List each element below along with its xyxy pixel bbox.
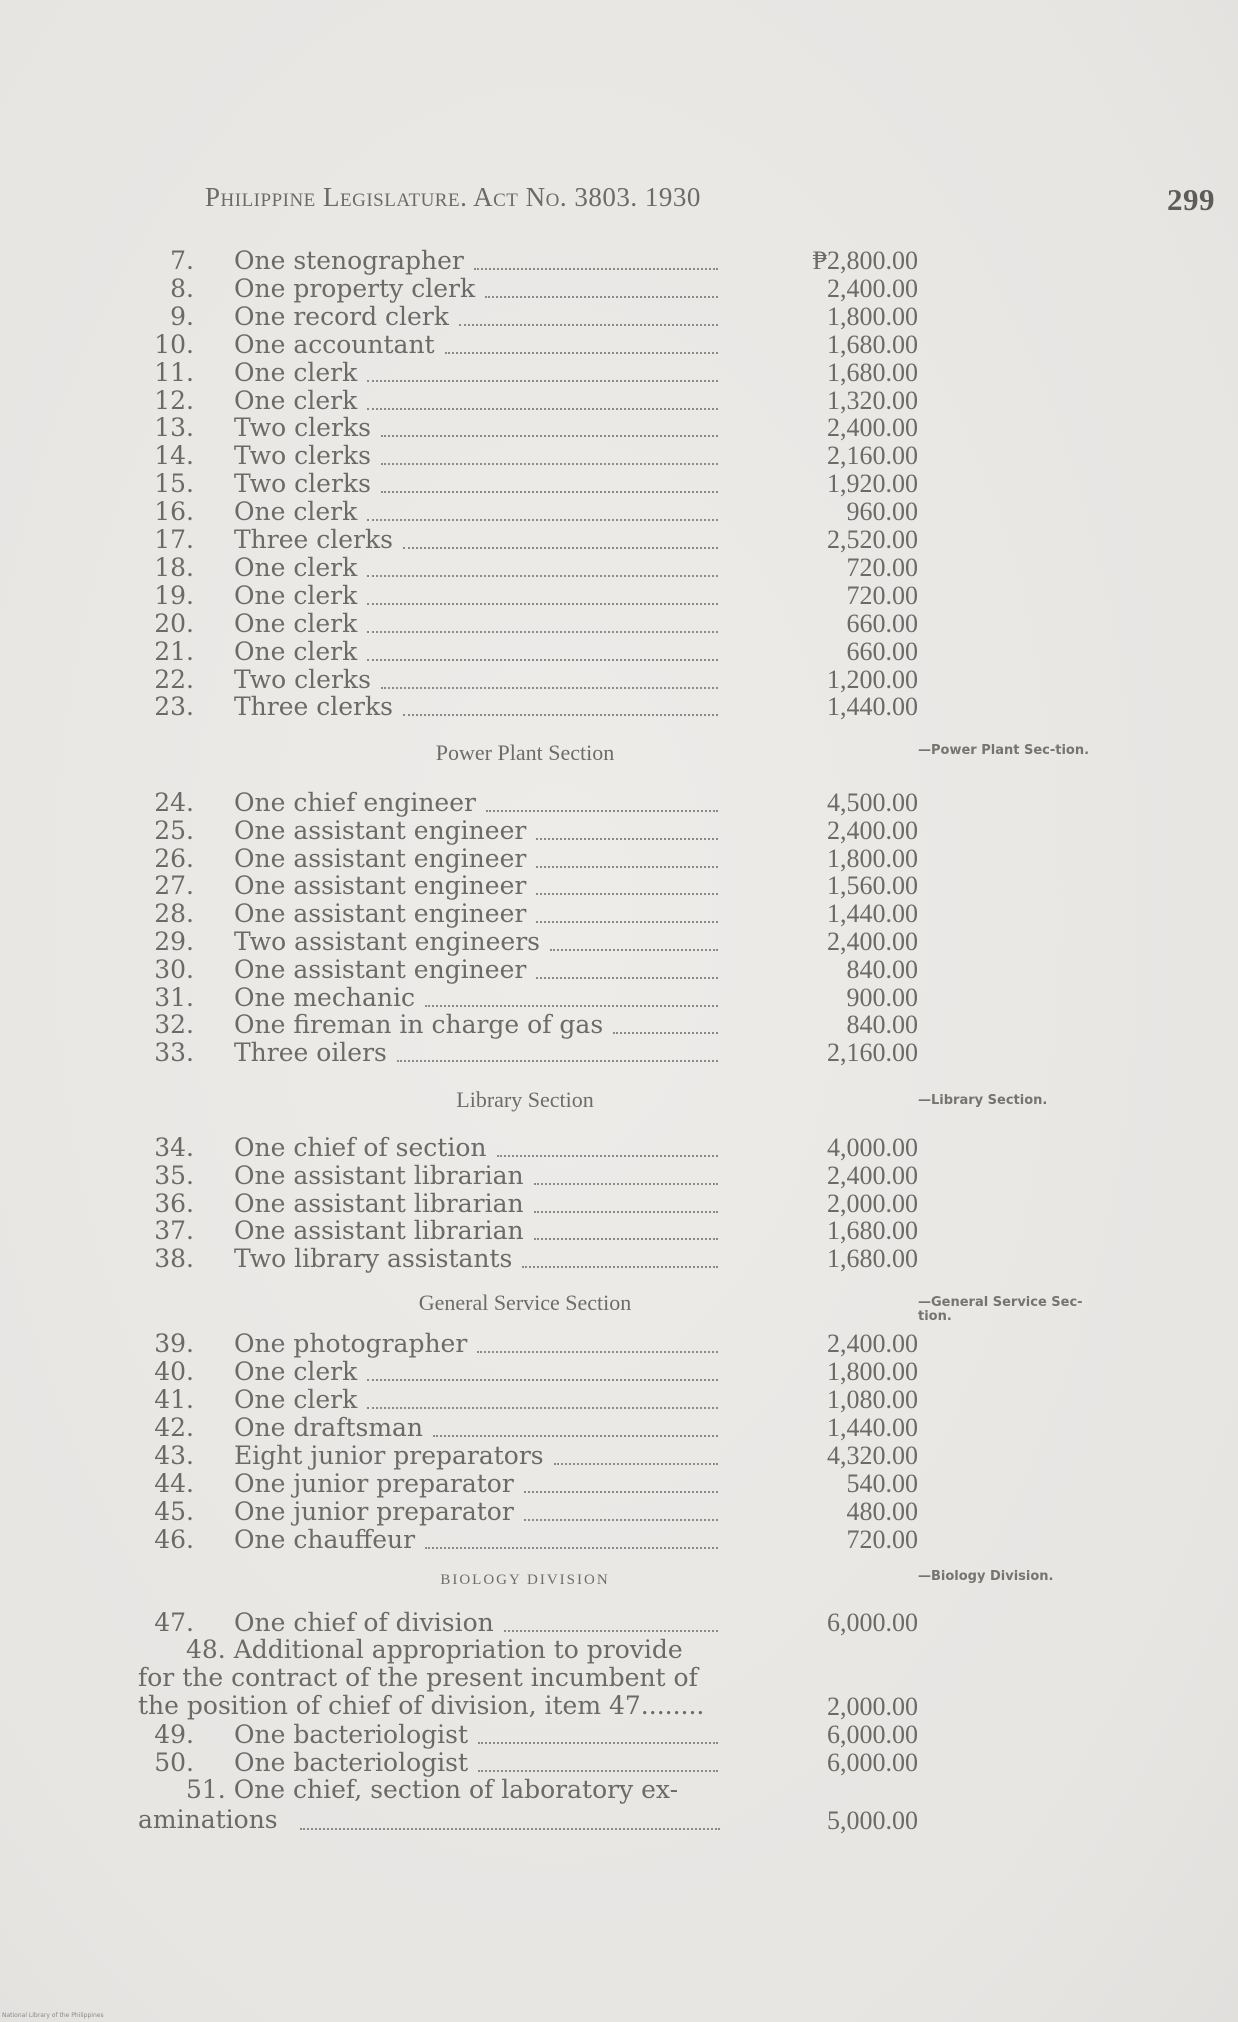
item-label: One clerk xyxy=(234,552,358,582)
item-number: 40. xyxy=(154,1357,194,1386)
item-label: Two library assistants xyxy=(234,1244,513,1274)
leader-dots xyxy=(367,408,718,410)
item-number: 18. xyxy=(154,552,194,582)
item-label: Three oilers xyxy=(234,1038,387,1068)
item-label: One clerk xyxy=(234,636,358,666)
general-service-margin-note: —General Service Sec-tion. xyxy=(918,1295,1083,1324)
item-amount: 1,680.00 xyxy=(827,357,918,387)
line-item xyxy=(138,330,918,360)
item-label: One clerk xyxy=(234,357,358,387)
item-amount: 6,000.00 xyxy=(827,1608,918,1637)
item-number: 10. xyxy=(154,329,194,359)
line-item xyxy=(138,581,918,611)
item-amount: 2,400.00 xyxy=(827,1329,918,1358)
leader-dots xyxy=(534,1238,718,1240)
item-amount: 4,320.00 xyxy=(827,1441,918,1470)
item-label: One property clerk xyxy=(234,273,476,303)
item-label: One clerk xyxy=(234,497,358,527)
item-number: 47. xyxy=(154,1608,194,1637)
leader-dots xyxy=(445,352,718,354)
general-service-section-title: General Service Section xyxy=(418,1290,632,1315)
leader-dots xyxy=(536,838,718,840)
line-item xyxy=(138,788,918,818)
item-amount: 4,000.00 xyxy=(827,1133,918,1162)
item-amount: 6,000.00 xyxy=(827,1748,918,1777)
item-label: One assistant engineer xyxy=(234,954,527,984)
item-amount: ₱2,800.00 xyxy=(812,246,918,275)
item-amount: 2,520.00 xyxy=(827,525,918,554)
leader-dots xyxy=(403,547,718,549)
item-amount: 840.00 xyxy=(846,954,918,984)
item-label: One clerk xyxy=(234,385,358,415)
item-label: One junior preparator xyxy=(234,1469,514,1498)
line-item xyxy=(138,1216,918,1246)
item-amount: 1,320.00 xyxy=(827,385,918,415)
item-label: One accountant xyxy=(234,329,435,359)
item-number: 31. xyxy=(154,982,194,1012)
biology-margin-note: —Biology Division. xyxy=(918,1569,1054,1584)
power-plant-section-title: Power Plant Section xyxy=(435,740,615,765)
item-label: One clerk xyxy=(234,608,358,638)
leader-dots xyxy=(367,659,718,661)
item-label: One chief engineer xyxy=(234,788,476,817)
item-label: One assistant engineer xyxy=(234,871,527,901)
item-number: 17. xyxy=(154,525,194,554)
item-amount: 1,440.00 xyxy=(827,1413,918,1442)
item-48-line-2: for the contract of the present incumbent of xyxy=(138,1663,698,1692)
leader-dots xyxy=(497,1155,718,1157)
line-item xyxy=(138,844,918,874)
item-amount: 1,920.00 xyxy=(827,469,918,499)
item-48-line-3: the position of chief of division, item 47........ xyxy=(138,1691,705,1720)
item-number: 21. xyxy=(154,636,194,666)
item-number: 41. xyxy=(154,1385,194,1414)
biology-division-title: BIOLOGY DIVISION xyxy=(440,1572,610,1588)
item-amount: 6,000.00 xyxy=(827,1720,918,1749)
line-item xyxy=(138,1720,918,1750)
item-label: One assistant engineer xyxy=(234,899,527,929)
item-number: 50. xyxy=(154,1748,194,1777)
item-amount: 2,400.00 xyxy=(827,413,918,443)
line-item xyxy=(138,1161,918,1191)
line-item xyxy=(138,871,918,901)
leader-dots xyxy=(474,268,718,270)
line-item xyxy=(138,637,918,667)
item-number: 26. xyxy=(154,843,194,873)
line-item xyxy=(138,246,918,276)
leader-dots xyxy=(381,687,718,689)
leader-dots xyxy=(367,1379,718,1381)
line-item xyxy=(138,358,918,388)
leader-dots xyxy=(477,1351,718,1353)
item-amount: 540.00 xyxy=(846,1469,918,1498)
item-amount: 720.00 xyxy=(846,580,918,610)
leader-dots xyxy=(425,1547,718,1549)
item-label: One assistant librarian xyxy=(234,1216,524,1246)
item-number: 29. xyxy=(154,927,194,956)
item-label: One chief of section xyxy=(234,1133,487,1162)
item-amount: 2,160.00 xyxy=(827,1038,918,1068)
item-number: 11. xyxy=(154,357,194,387)
item-number: 32. xyxy=(154,1010,194,1040)
line-item xyxy=(138,1357,918,1387)
library-margin-note: —Library Section. xyxy=(918,1093,1048,1108)
leader-dots xyxy=(425,1005,718,1007)
item-number: 7. xyxy=(170,246,194,275)
line-item xyxy=(138,413,918,443)
item-amount: 1,200.00 xyxy=(827,664,918,694)
item-amount: 660.00 xyxy=(846,636,918,666)
leader-dots xyxy=(381,435,718,437)
line-item xyxy=(138,1748,918,1778)
item-number: 25. xyxy=(154,815,194,845)
leader-dots xyxy=(403,714,718,716)
item-amount: 1,800.00 xyxy=(827,301,918,331)
item-amount: 2,400.00 xyxy=(827,273,918,303)
leader-dots xyxy=(504,1630,718,1632)
power-plant-margin-note: —Power Plant Sec-tion. xyxy=(918,743,1090,758)
line-item xyxy=(138,665,918,695)
item-number: 24. xyxy=(154,788,194,817)
item-amount: 2,400.00 xyxy=(827,1160,918,1190)
line-item xyxy=(138,1038,918,1068)
item-51-leader-dots xyxy=(300,1828,720,1830)
item-amount: 1,680.00 xyxy=(827,1216,918,1246)
item-label: One assistant engineer xyxy=(234,843,527,873)
line-item xyxy=(138,1608,918,1638)
item-48-amount: 2,000.00 xyxy=(827,1692,918,1721)
item-label: One record clerk xyxy=(234,301,449,331)
item-number: 45. xyxy=(154,1497,194,1526)
leader-dots xyxy=(478,1742,718,1744)
item-number: 22. xyxy=(154,664,194,694)
item-number: 20. xyxy=(154,608,194,638)
line-item xyxy=(138,274,918,304)
line-item xyxy=(138,1329,918,1359)
leader-dots xyxy=(485,296,718,298)
leader-dots xyxy=(550,949,718,951)
leader-dots xyxy=(524,1491,718,1493)
item-number: 16. xyxy=(154,497,194,527)
item-number: 33. xyxy=(154,1038,194,1068)
item-label: One photographer xyxy=(234,1329,468,1358)
item-number: 15. xyxy=(154,469,194,499)
leader-dots xyxy=(459,324,718,326)
leader-dots xyxy=(397,1060,718,1062)
item-amount: 1,440.00 xyxy=(827,692,918,722)
line-item xyxy=(138,302,918,332)
item-label: Two clerks xyxy=(234,413,371,443)
leader-dots xyxy=(381,463,718,465)
leader-dots xyxy=(367,380,718,382)
item-label: One chief of division xyxy=(234,1608,494,1637)
item-label: Eight junior preparators xyxy=(234,1441,544,1470)
item-amount: 720.00 xyxy=(846,1525,918,1554)
item-label: One draftsman xyxy=(234,1413,424,1442)
item-amount: 1,800.00 xyxy=(827,843,918,873)
line-item xyxy=(138,1385,918,1415)
line-item xyxy=(138,497,918,527)
item-number: 38. xyxy=(154,1244,194,1274)
item-51-line-2: aminations xyxy=(138,1805,278,1834)
item-amount: 4,500.00 xyxy=(827,788,918,817)
item-number: 8. xyxy=(170,273,194,303)
item-number: 36. xyxy=(154,1188,194,1218)
line-item xyxy=(138,1441,918,1471)
item-number: 14. xyxy=(154,441,194,471)
item-number: 49. xyxy=(154,1720,194,1749)
item-number: 34. xyxy=(154,1133,194,1162)
item-label: One chauffeur xyxy=(234,1525,416,1554)
leader-dots xyxy=(367,1407,718,1409)
item-amount: 960.00 xyxy=(846,497,918,527)
item-number: 30. xyxy=(154,954,194,984)
leader-dots xyxy=(524,1519,718,1521)
item-number: 13. xyxy=(154,413,194,443)
leader-dots xyxy=(433,1435,718,1437)
line-item xyxy=(138,692,918,722)
line-item xyxy=(138,983,918,1013)
item-amount: 1,440.00 xyxy=(827,899,918,929)
leader-dots xyxy=(522,1266,718,1268)
page-header xyxy=(205,182,1215,222)
leader-dots xyxy=(613,1032,718,1034)
item-amount: 840.00 xyxy=(846,1010,918,1040)
item-label: Two assistant engineers xyxy=(234,927,540,956)
line-item xyxy=(138,469,918,499)
line-item xyxy=(138,553,918,583)
item-amount: 2,400.00 xyxy=(827,927,918,956)
leader-dots xyxy=(536,921,718,923)
item-amount: 660.00 xyxy=(846,608,918,638)
line-item xyxy=(138,609,918,639)
item-label: One assistant librarian xyxy=(234,1188,524,1218)
line-item xyxy=(138,1525,918,1555)
leader-dots xyxy=(536,866,718,868)
item-amount: 2,160.00 xyxy=(827,441,918,471)
item-label: One bacteriologist xyxy=(234,1720,469,1749)
item-label: One mechanic xyxy=(234,982,415,1012)
item-number: 42. xyxy=(154,1413,194,1442)
line-item xyxy=(138,441,918,471)
line-item xyxy=(138,386,918,416)
line-item xyxy=(138,1133,918,1163)
item-amount: 1,560.00 xyxy=(827,871,918,901)
line-item xyxy=(138,1010,918,1040)
item-51-line-1: 51. One chief, section of laboratory ex- xyxy=(186,1775,679,1804)
line-item xyxy=(138,899,918,929)
leader-dots xyxy=(367,631,718,633)
line-item xyxy=(138,955,918,985)
item-label: Two clerks xyxy=(234,664,371,694)
leader-dots xyxy=(534,1211,718,1213)
item-amount: 480.00 xyxy=(846,1497,918,1526)
item-number: 9. xyxy=(170,301,194,331)
item-number: 43. xyxy=(154,1441,194,1470)
leader-dots xyxy=(478,1770,718,1772)
line-item xyxy=(138,1244,918,1274)
item-number: 23. xyxy=(154,692,194,722)
item-label: One stenographer xyxy=(234,246,464,275)
item-label: Three clerks xyxy=(234,525,393,554)
item-label: One clerk xyxy=(234,1357,358,1386)
leader-dots xyxy=(534,1183,718,1185)
leader-dots xyxy=(536,893,718,895)
item-number: 28. xyxy=(154,899,194,929)
item-label: One clerk xyxy=(234,580,358,610)
leader-dots xyxy=(367,519,718,521)
item-number: 44. xyxy=(154,1469,194,1498)
line-item xyxy=(138,1497,918,1527)
item-label: One bacteriologist xyxy=(234,1748,469,1777)
leader-dots xyxy=(367,575,718,577)
item-amount: 720.00 xyxy=(846,552,918,582)
item-label: One assistant librarian xyxy=(234,1160,524,1190)
item-label: One junior preparator xyxy=(234,1497,514,1526)
item-number: 27. xyxy=(154,871,194,901)
running-title: Philippine Legislature. Act No. 3803. 1930 xyxy=(205,182,701,212)
leader-dots xyxy=(554,1463,718,1465)
line-item xyxy=(138,927,918,957)
item-amount: 1,680.00 xyxy=(827,329,918,359)
item-label: One assistant engineer xyxy=(234,815,527,845)
item-label: Two clerks xyxy=(234,441,371,471)
item-number: 35. xyxy=(154,1160,194,1190)
item-amount: 2,000.00 xyxy=(827,1188,918,1218)
library-section-title: Library Section xyxy=(456,1087,594,1112)
leader-dots xyxy=(367,603,718,605)
item-51-amount: 5,000.00 xyxy=(827,1806,918,1835)
page-number: 299 xyxy=(1167,182,1215,217)
item-label: One clerk xyxy=(234,1385,358,1414)
leader-dots xyxy=(381,491,718,493)
line-item xyxy=(138,525,918,555)
item-number: 37. xyxy=(154,1216,194,1246)
line-item xyxy=(138,1413,918,1443)
leader-dots xyxy=(486,810,718,812)
line-item xyxy=(138,1469,918,1499)
item-number: 19. xyxy=(154,580,194,610)
item-48-line-1: 48. Additional appropriation to provide xyxy=(186,1635,683,1664)
line-item xyxy=(138,1189,918,1219)
item-amount: 1,680.00 xyxy=(827,1244,918,1274)
item-amount: 900.00 xyxy=(846,982,918,1012)
item-amount: 1,080.00 xyxy=(827,1385,918,1414)
item-label: Three clerks xyxy=(234,692,393,722)
item-amount: 2,400.00 xyxy=(827,815,918,845)
footer-credit: National Library of the Philippines xyxy=(2,2012,104,2019)
item-number: 46. xyxy=(154,1525,194,1554)
item-number: 39. xyxy=(154,1329,194,1358)
leader-dots xyxy=(536,977,718,979)
item-number: 12. xyxy=(154,385,194,415)
line-item xyxy=(138,816,918,846)
item-amount: 1,800.00 xyxy=(827,1357,918,1386)
item-label: Two clerks xyxy=(234,469,371,499)
item-label: One fireman in charge of gas xyxy=(234,1010,604,1040)
